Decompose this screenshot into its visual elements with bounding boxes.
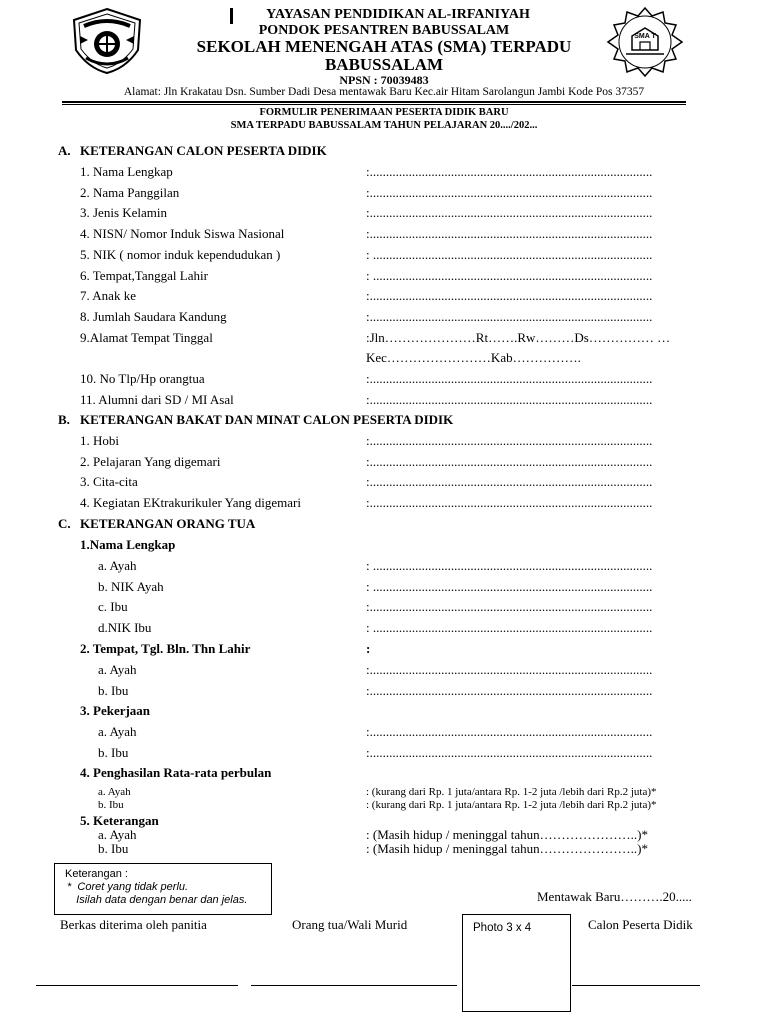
student-label: Calon Peserta Didik	[588, 917, 693, 932]
field-fill-line[interactable]: :Jln…………………Rt…….Rw………Ds…………… …	[366, 329, 671, 345]
header-rule-thin	[62, 104, 686, 105]
field-fill-line[interactable]: :.......................................................................................	[366, 453, 653, 469]
field-fill-line[interactable]: :.......................................................................................	[366, 288, 653, 304]
note-line-1: * Coret yang tidak perlu.	[67, 881, 189, 893]
field-fill-line[interactable]: : ......................................................................................	[366, 246, 653, 262]
field-label: c. Ibu	[98, 599, 128, 615]
field-label: 4. Kegiatan EKtrakurikuler Yang digemari	[80, 495, 301, 511]
parent-label: Orang tua/Wali Murid	[292, 917, 408, 932]
section-title: KETERANGAN CALON PESERTA DIDIK	[80, 143, 327, 158]
field-fill-line[interactable]: :.......................................................................................	[366, 226, 653, 242]
form-field-row	[0, 288, 768, 306]
school-name-2: BABUSSALAM	[324, 55, 444, 74]
field-fill-line[interactable]: :.......................................................................................	[366, 371, 653, 386]
field-fill-line[interactable]: :.......................................................................................	[366, 433, 653, 448]
field-fill-line[interactable]: : (kurang dari Rp. 1 juta/antara Rp. 1-2 juta /lebih dari Rp.2 juta)*	[366, 798, 657, 811]
field-fill-line[interactable]: : (Masih hidup / meninggal tahun…………………..)*	[366, 841, 649, 856]
note-title: Keterangan :	[65, 868, 128, 880]
field-label: b. Ibu	[98, 841, 129, 856]
field-label: 4. NISN/ Nomor Induk Siswa Nasional	[80, 226, 285, 242]
field-fill-line[interactable]: Kec……………………Kab…………….	[366, 350, 581, 366]
field-label: 1. Nama Lengkap	[80, 164, 173, 179]
field-fill-line[interactable]: :.......................................................................................	[366, 308, 653, 324]
npsn: NPSN : 70039483	[339, 73, 429, 87]
field-label: a. Ayah	[98, 786, 131, 798]
field-label: 11. Alumni dari SD / MI Asal	[80, 391, 234, 407]
photo-box	[462, 914, 571, 1012]
school-name: SEKOLAH MENENGAH ATAS (SMA) TERPADU	[196, 37, 572, 56]
field-label: b. Ibu	[98, 682, 129, 698]
section-letter: C.	[58, 516, 71, 531]
field-label: a. Ayah	[98, 827, 137, 842]
form-field-row	[0, 268, 768, 286]
place-date: Mentawak Baru……….20.....	[537, 889, 692, 904]
field-fill-line[interactable]: : ......................................................................................	[366, 578, 653, 594]
form-field-row	[0, 247, 768, 265]
field-label: 10. No Tlp/Hp orangtua	[80, 371, 205, 386]
subheading-penghasilan: 4. Penghasilan Rata-rata perbulan	[80, 765, 272, 780]
field-label: 6. Tempat,Tanggal Lahir	[80, 267, 208, 283]
field-label: b. Ibu	[98, 744, 129, 760]
section-a-heading	[58, 143, 327, 159]
field-fill-line[interactable]: :.......................................................................................	[366, 599, 653, 615]
student-signature-line	[572, 985, 700, 986]
field-label: a. Ayah	[98, 558, 137, 573]
form-field-row	[0, 474, 768, 492]
form-field-row	[0, 392, 768, 410]
field-fill-line[interactable]: : ......................................................................................	[366, 267, 653, 283]
committee-signature-line	[36, 985, 238, 986]
form-field-row	[0, 454, 768, 472]
subheading-pekerjaan: 3. Pekerjaan	[80, 703, 151, 718]
form-field-row	[0, 309, 768, 327]
foundation-name: YAYASAN PENDIDIKAN AL-IRFANIYAH	[266, 7, 530, 22]
field-label: 2. Nama Panggilan	[80, 184, 180, 200]
field-fill-line[interactable]: : ......................................................................................	[366, 558, 653, 573]
section-title: KETERANGAN ORANG TUA	[80, 516, 256, 531]
form-field-row	[0, 330, 768, 348]
field-fill-line[interactable]: :.......................................................................................	[366, 205, 653, 221]
field-label: a. Ayah	[98, 724, 137, 739]
section-title: KETERANGAN BAKAT DAN MINAT CALON PESERTA DIDIK	[80, 412, 454, 427]
form-field-row	[0, 745, 768, 763]
form-field-row	[0, 683, 768, 701]
subheading-nama: 1.Nama Lengkap	[80, 537, 176, 552]
form-field-row	[0, 558, 768, 576]
section-letter: B.	[58, 412, 70, 427]
form-field-row	[0, 579, 768, 597]
subheading-keterangan: 5. Keterangan	[80, 813, 159, 828]
form-field-row	[0, 662, 768, 680]
address: Alamat: Jln Krakatau Dsn. Sumber Dadi Desa mentawak Baru Kec.air Hitam Sarolangun Jambi Kode Pos 37357	[123, 86, 645, 98]
field-fill-line[interactable]: :.......................................................................................	[366, 662, 653, 677]
field-label: b. Ibu	[98, 798, 124, 811]
form-field-row	[0, 495, 768, 513]
field-label: 3. Jenis Kelamin	[80, 205, 168, 221]
field-fill-line[interactable]: :.......................................................................................	[366, 184, 653, 200]
field-fill-line[interactable]: :.......................................................................................	[366, 391, 653, 407]
form-field-row	[0, 371, 768, 389]
section-b-heading	[58, 412, 453, 428]
parent-signature-line	[251, 985, 457, 986]
field-fill-line[interactable]: :.......................................................................................	[366, 164, 653, 179]
section-letter: A.	[58, 143, 71, 158]
field-label: 9.Alamat Tempat Tinggal	[80, 329, 213, 345]
form-field-row	[0, 164, 768, 182]
field-label: 5. NIK ( nomor induk kependudukan )	[80, 246, 281, 262]
form-field-row	[0, 205, 768, 223]
form-field-row	[0, 724, 768, 742]
committee-label: Berkas diterima oleh panitia	[60, 917, 207, 932]
field-label: a. Ayah	[98, 662, 137, 677]
form-field-row	[0, 433, 768, 451]
field-fill-line[interactable]: :.......................................................................................	[366, 724, 653, 739]
field-fill-line[interactable]: :.......................................................................................	[366, 495, 653, 511]
form-field-row	[0, 185, 768, 203]
form-field-row	[0, 226, 768, 244]
field-fill-line[interactable]: : ......................................................................................	[366, 620, 653, 636]
field-fill-line[interactable]: :.......................................................................................	[366, 682, 653, 698]
subheading-ttl: 2. Tempat, Tgl. Bln. Thn Lahir :	[80, 641, 371, 656]
field-label: 3. Cita-cita	[80, 474, 138, 490]
field-fill-line[interactable]: :.......................................................................................	[366, 744, 653, 760]
pesantren-name: PONDOK PESANTREN BABUSSALAM	[258, 23, 510, 38]
photo-label: Photo 3 x 4	[473, 922, 532, 934]
form-field-row	[0, 599, 768, 617]
header-rule	[62, 101, 686, 103]
field-label: 8. Jumlah Saudara Kandung	[80, 308, 227, 324]
note-box	[54, 863, 272, 915]
field-label: 7. Anak ke	[80, 288, 136, 304]
form-field-row	[0, 350, 768, 368]
field-label: 2. Pelajaran Yang digemari	[80, 453, 221, 469]
field-fill-line[interactable]: : (Masih hidup / meninggal tahun…………………..)*	[366, 827, 649, 842]
field-fill-line[interactable]: :.......................................................................................	[366, 474, 653, 490]
field-label: b. NIK Ayah	[98, 578, 164, 594]
note-line-2: Isilah data dengan benar dan jelas.	[67, 894, 248, 906]
field-label: 1. Hobi	[80, 433, 119, 448]
form-subtitle: SMA TERPADU BABUSSALAM TAHUN PELAJARAN 20..../202...	[230, 120, 538, 131]
form-field-row	[0, 841, 768, 859]
field-fill-line[interactable]: : (kurang dari Rp. 1 juta/antara Rp. 1-2 juta /lebih dari Rp.2 juta)*	[366, 786, 657, 798]
section-c-heading	[58, 516, 255, 532]
field-label: d.NIK Ibu	[98, 620, 152, 636]
form-field-row	[0, 620, 768, 638]
form-title: FORMULIR PENERIMAAN PESERTA DIDIK BARU	[259, 107, 509, 118]
emblem-text: SMA T	[634, 33, 656, 40]
